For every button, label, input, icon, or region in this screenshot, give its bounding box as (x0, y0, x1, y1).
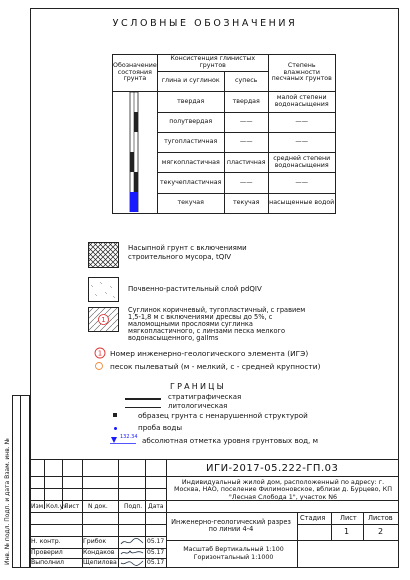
row-clay: твердая (157, 92, 224, 112)
row-moisture: —— (268, 112, 335, 132)
col-ndok: N док. (88, 503, 108, 510)
stamp-vline (62, 459, 63, 509)
sample-icon (113, 413, 117, 417)
row-moisture: —— (268, 173, 335, 193)
head-moisture: Степень влажности песчаных грунтов (268, 55, 335, 92)
row-loam: —— (224, 132, 268, 152)
loam-ige-index: 1 (101, 316, 106, 324)
date-vyp: 05.17 (147, 559, 165, 566)
sand-note: песок пылеватый (м - мелкий, с - средней крупности) (110, 362, 321, 371)
stamp-hline (166, 476, 399, 477)
stamp-hline (30, 524, 166, 525)
row-clay: полутвердая (157, 112, 224, 132)
row-moisture: насыщенные водой (268, 193, 335, 213)
stage-header: Стадия (300, 514, 326, 522)
col-list: Лист (64, 503, 80, 510)
sub-loam: супесь (224, 72, 268, 92)
row-moisture: —— (268, 132, 335, 152)
date-nkontr: 05.17 (147, 538, 165, 545)
sub-clay: глина и суглинок (157, 72, 224, 92)
lith-label: литологическая (168, 402, 228, 410)
loam-label: Суглинок коричневый, тугопластичный, с гравием 1,5-1,8 м с включениями дресвы до 5%, с маломощными прослоями суглинка мягкопластичного, с линзами песка мелкого водонасыщенного, gaIIms (128, 306, 306, 342)
col-podp: Подп. (124, 503, 143, 510)
row-clay: текучепластичная (157, 173, 224, 193)
ige-marker-number: 1 (97, 349, 103, 358)
col-kol: Кол.уч (46, 503, 67, 510)
row-loam: —— (224, 112, 268, 132)
sample-label: образец грунта с ненарушенной структурой (138, 411, 308, 420)
side-strip (12, 395, 30, 568)
drawing-name: Инженерно-геологический разрез по линии 4-4 (171, 518, 291, 534)
row-moisture: средней степени водонасыщения (268, 153, 335, 173)
water-level-value: 132.34 (120, 434, 138, 440)
signature-prov (119, 548, 145, 558)
topsoil-label: Почвенно-растительный слой pdQIV (128, 285, 262, 293)
stamp-hline (166, 540, 399, 541)
sheets-total: 2 (378, 527, 384, 536)
loam-swatch (88, 307, 119, 332)
row-moisture: малой степени водонасыщения (268, 92, 335, 112)
stamp-hline (30, 512, 166, 513)
name-prov: Кондаков (83, 549, 115, 556)
role-vyp: Выполнил (31, 559, 64, 566)
side-labels: Инв. № подл. Подп. и дата Взам. инв. № (4, 438, 11, 565)
sand-marker-icon (94, 361, 104, 371)
state-bar-graphic (126, 92, 142, 212)
head-state: Обозначение состояния грунта (113, 55, 158, 92)
stamp-hline (166, 512, 399, 513)
water-sample-label: проба воды (138, 423, 183, 432)
row-loam: текучая (224, 193, 268, 213)
stamp-hline (30, 476, 166, 477)
row-loam: твердая (224, 92, 268, 112)
sheets-header: Листов (368, 514, 393, 522)
strat-label: стратиграфическая (168, 393, 242, 401)
stamp-hline (30, 536, 166, 537)
document-code: ИГИ-2017-05.222-ГП.03 (206, 463, 339, 474)
name-nkontr: Грибок (83, 538, 107, 545)
fill-soil-swatch (88, 242, 119, 268)
lith-line (125, 407, 161, 408)
col-izm: Изм. (31, 503, 46, 510)
row-clay: текучая (157, 193, 224, 213)
ige-note: Номер инженерно-геологического элемента (ИГЭ) (110, 349, 309, 358)
sheet-number: 1 (344, 527, 350, 536)
sheet-header: Лист (340, 514, 357, 522)
topsoil-swatch (88, 277, 119, 302)
scale-text: Масштаб Вертикальный 1:100 Горизонтальный 1:1000 (183, 546, 284, 561)
head-consistency: Консистенция глинистых грунтов (157, 55, 268, 72)
ige-marker-icon (94, 347, 106, 359)
fill-soil-label: Насыпной грунт с включениями строительного мусора, tQIV (128, 244, 247, 261)
role-prov: Проверил (31, 549, 63, 556)
object-description: Индивидуальный жилой дом, расположенный по адресу: г. Москва, НАО, поселение Филимоновское, вблизи д. Бурцево, КП "Лесная Слобода 1", участок N6 (173, 478, 392, 501)
water-level-label: абсолютная отметка уровня грунтовых вод, м (142, 436, 319, 445)
row-clay: мягкопластичная (157, 153, 224, 173)
stamp-hline (297, 524, 399, 525)
stamp-vline (331, 512, 332, 540)
consistency-table (112, 54, 336, 214)
name-vyp: Щепилова (83, 559, 117, 566)
row-clay: тугопластичная (157, 132, 224, 152)
signature-nkontr (119, 537, 145, 547)
role-nkontr: Н. контр. (31, 538, 61, 545)
strat-line (125, 398, 161, 400)
col-date: Дата (148, 503, 164, 510)
stamp-vline (44, 459, 45, 509)
date-prov: 05.17 (147, 549, 165, 556)
side-strip-divider (20, 395, 21, 568)
stamp-vline (363, 512, 364, 540)
page-title: УСЛОВНЫЕ ОБОЗНАЧЕНИЯ (112, 18, 298, 29)
boundaries-title: ГРАНИЦЫ (170, 382, 226, 391)
water-sample-icon (114, 427, 117, 430)
signature-vyp (119, 558, 145, 568)
stamp-hline (30, 488, 166, 489)
row-loam: пластичная (224, 153, 268, 173)
row-loam: —— (224, 173, 268, 193)
